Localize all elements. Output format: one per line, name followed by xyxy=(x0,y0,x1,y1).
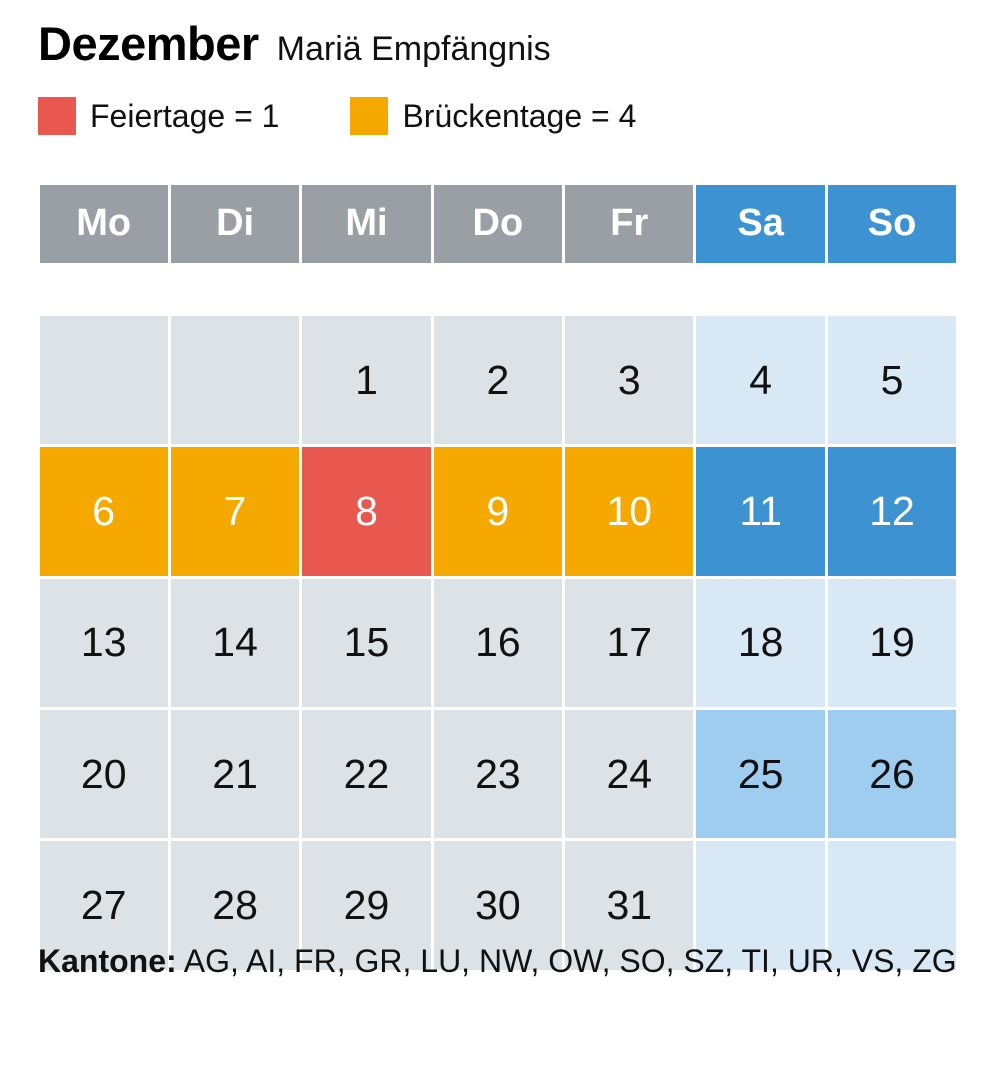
day-cell[interactable]: 31 xyxy=(565,841,693,969)
day-cell[interactable]: 17 xyxy=(565,579,693,707)
day-cell[interactable]: 6 xyxy=(40,447,168,575)
weekday-header-fr: Fr xyxy=(565,185,693,263)
day-cell[interactable]: 9 xyxy=(434,447,562,575)
day-cell[interactable]: 8 xyxy=(302,447,430,575)
calendar-grid xyxy=(38,183,958,971)
legend-label-bridge: Brückentage = 4 xyxy=(402,97,637,134)
day-cell[interactable]: 4 xyxy=(696,316,824,444)
legend-item-holiday xyxy=(38,97,279,135)
footer-text: AG, AI, FR, GR, LU, NW, OW, SO, SZ, TI, UR, VS, ZG xyxy=(183,943,957,979)
day-cell[interactable]: 3 xyxy=(565,316,693,444)
day-cell[interactable]: 10 xyxy=(565,447,693,575)
day-cell[interactable]: 26 xyxy=(828,710,956,838)
day-cell-empty xyxy=(171,316,299,444)
legend-swatch-bridge xyxy=(350,97,388,135)
day-cell[interactable]: 22 xyxy=(302,710,430,838)
day-cell[interactable]: 7 xyxy=(171,447,299,575)
weekday-header-so: So xyxy=(828,185,956,263)
weekday-header-di: Di xyxy=(171,185,299,263)
day-cell[interactable]: 25 xyxy=(696,710,824,838)
day-cell[interactable]: 19 xyxy=(828,579,956,707)
weekday-header-do: Do xyxy=(434,185,562,263)
holiday-name: Mariä Empfängnis xyxy=(276,30,551,68)
weekday-header-mo: Mo xyxy=(40,185,168,263)
page-title: Dezember xyxy=(38,17,259,70)
day-cell[interactable]: 29 xyxy=(302,841,430,969)
day-cell[interactable]: 20 xyxy=(40,710,168,838)
day-cell[interactable]: 16 xyxy=(434,579,562,707)
day-cell-empty xyxy=(40,316,168,444)
day-cell[interactable]: 12 xyxy=(828,447,956,575)
day-cell[interactable]: 1 xyxy=(302,316,430,444)
day-cell[interactable]: 5 xyxy=(828,316,956,444)
day-cell[interactable]: 30 xyxy=(434,841,562,969)
day-cell[interactable]: 28 xyxy=(171,841,299,969)
day-cell[interactable]: 23 xyxy=(434,710,562,838)
day-cell[interactable]: 14 xyxy=(171,579,299,707)
legend-item-bridge xyxy=(350,97,636,135)
day-cell[interactable]: 2 xyxy=(434,316,562,444)
legend xyxy=(38,97,636,135)
legend-label-holiday: Feiertage = 1 xyxy=(90,97,280,134)
day-cell[interactable]: 24 xyxy=(565,710,693,838)
day-cell[interactable]: 27 xyxy=(40,841,168,969)
day-cell[interactable]: 18 xyxy=(696,579,824,707)
legend-swatch-holiday xyxy=(38,97,76,135)
weekday-header-mi: Mi xyxy=(302,185,430,263)
day-cell[interactable]: 21 xyxy=(171,710,299,838)
day-cell[interactable]: 11 xyxy=(696,447,824,575)
header xyxy=(38,17,551,70)
footer-label: Kantone: xyxy=(38,943,177,979)
day-cell[interactable]: 13 xyxy=(40,579,168,707)
weekday-header-sa: Sa xyxy=(696,185,824,263)
day-cell[interactable]: 15 xyxy=(302,579,430,707)
footer-cantons xyxy=(38,940,958,982)
